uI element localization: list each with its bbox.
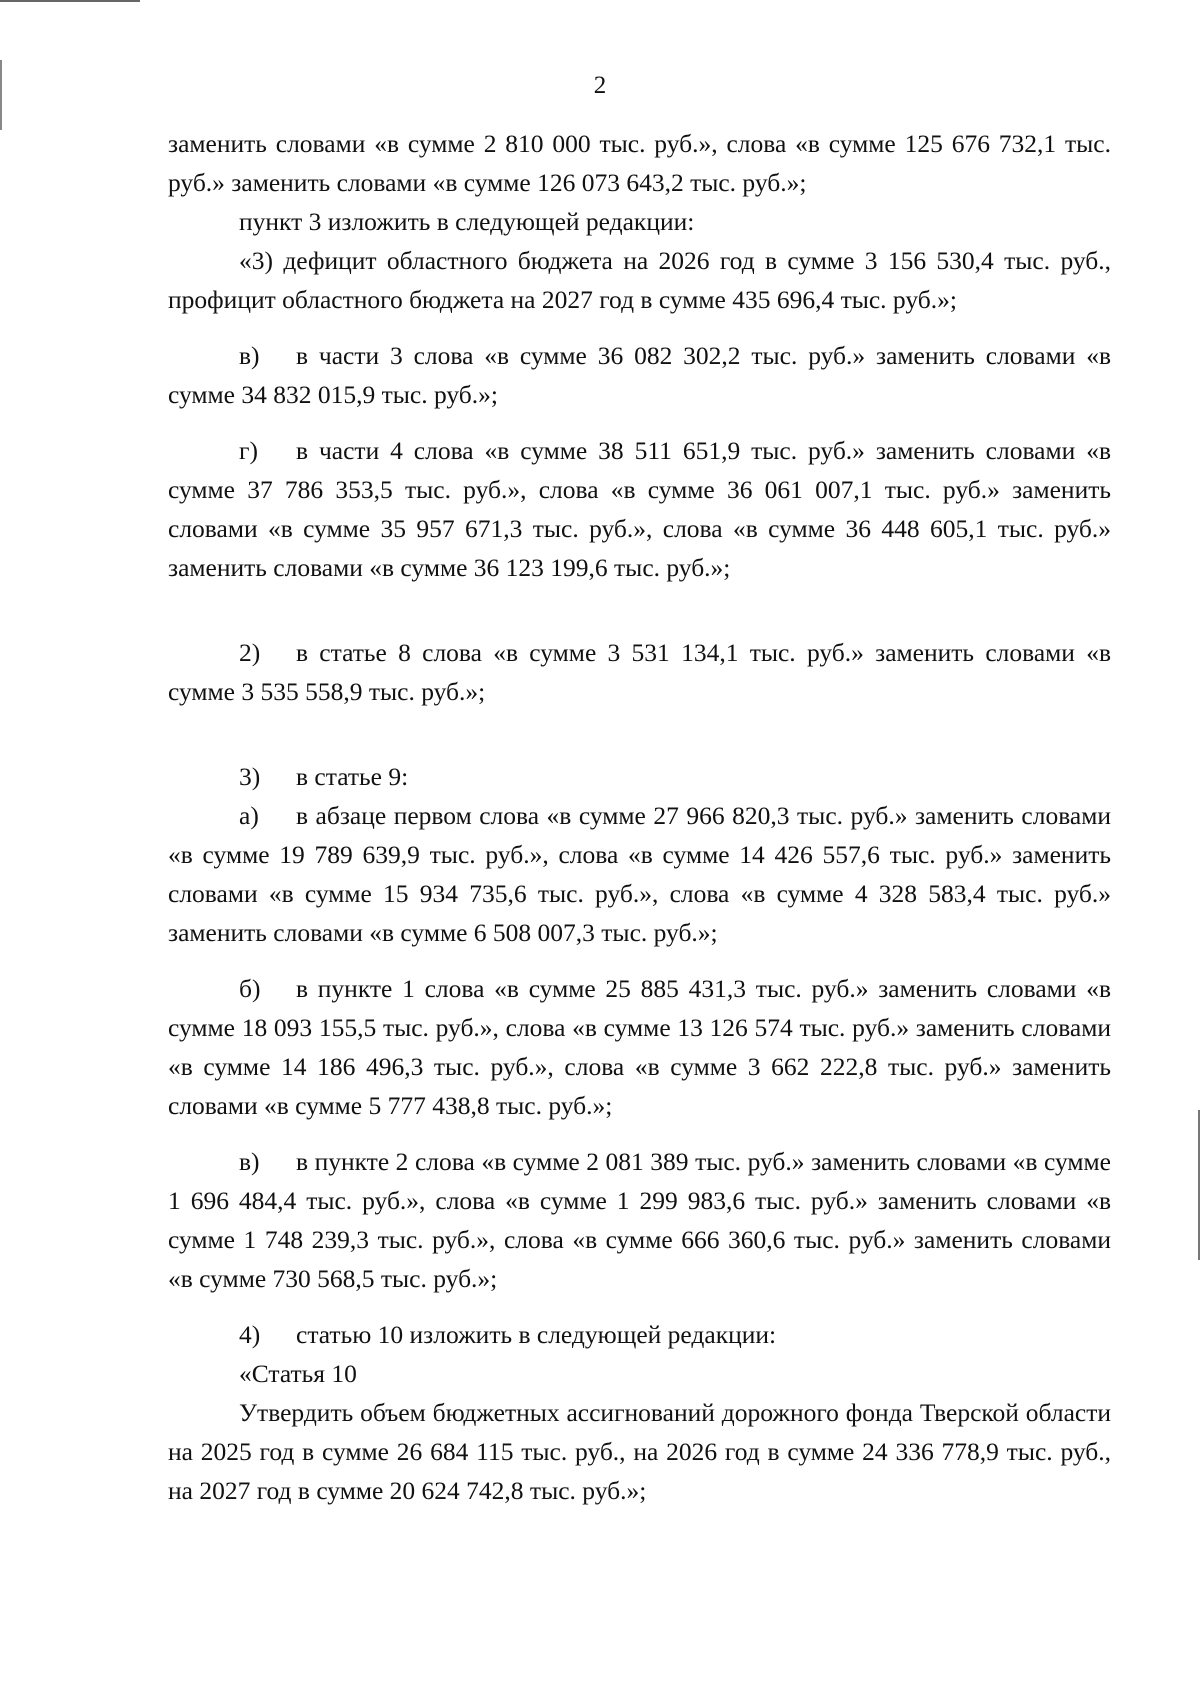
- item-number: в): [239, 1147, 260, 1176]
- item-text: в абзаце первом слова «в сумме 27 966 820,3 тыс. руб.» заменить словами «в сумме 19 789 639,9 тыс. руб.», слова «в сумме 14 426 557,6 тыс. руб.» заменить словами «в сумме 15 934 735,6 тыс. руб.», слова «в сумме 4 328 583,4 тыс. руб.» заменить словами «в сумме 6 508 007,3 тыс. руб.»;: [168, 801, 1111, 947]
- item-text: в части 3 слова «в сумме 36 082 302,2 тыс. руб.» заменить словами «в сумме 34 832 015,9 тыс. руб.»;: [168, 341, 1111, 409]
- item-text: в пункте 2 слова «в сумме 2 081 389 тыс. руб.» заменить словами «в сумме 1 696 484,4 тыс. руб.», слова «в сумме 1 299 983,6 тыс. руб.» заменить словами «в сумме 1 748 239,3 тыс. руб.», слова «в сумме 666 360,6 тыс. руб.» заменить словами «в сумме 730 568,5 тыс. руб.»;: [168, 1147, 1111, 1293]
- item-text: в части 4 слова «в сумме 38 511 651,9 тыс. руб.» заменить словами «в сумме 37 786 353,5 тыс. руб.», слова «в сумме 36 061 007,1 тыс. руб.» заменить словами «в сумме 35 957 671,3 тыс. руб.», слова «в сумме 36 448 605,1 тыс. руб.» заменить словами «в сумме 36 123 199,6 тыс. руб.»;: [168, 436, 1111, 582]
- scan-edge-mark-top: [0, 0, 140, 2]
- article-10-text: Утвердить объем бюджетных ассигнований дорожного фонда Тверской области на 2025 год в сумме 26 684 115 тыс. руб., на 2026 год в сумме 24 336 778,9 тыс. руб., на 2027 год в сумме 20 624 742,8 тыс. руб.»;: [168, 1398, 1111, 1505]
- item-number: б): [239, 974, 261, 1003]
- spacer: [168, 952, 1111, 969]
- spacer: [168, 319, 1111, 336]
- page-number: 2: [593, 72, 607, 99]
- article-10-title: «Статья 10: [239, 1359, 357, 1388]
- paragraph-item-3-text: «3) дефицит областного бюджета на 2026 год в сумме 3 156 530,4 тыс. руб., профицит областного бюджета на 2027 год в сумме 435 696,4 тыс. руб.»;: [168, 246, 1111, 314]
- paragraph-subitem-v: [168, 336, 1111, 414]
- paragraph-continuation: заменить словами «в сумме 2 810 000 тыс. руб.», слова «в сумме 125 676 732,1 тыс. руб.» заменить словами «в сумме 126 073 643,2 тыс. руб.»;: [168, 129, 1111, 197]
- item-number: 4): [239, 1320, 261, 1349]
- item-text: в статье 9:: [296, 762, 409, 791]
- item-text: в пункте 1 слова «в сумме 25 885 431,3 тыс. руб.» заменить словами «в сумме 18 093 155,5 тыс. руб.», слова «в сумме 13 126 574 тыс. руб.» заменить словами «в сумме 14 186 496,3 тыс. руб.», слова «в сумме 3 662 222,8 тыс. руб.» заменить словами «в сумме 5 777 438,8 тыс. руб.»;: [168, 974, 1111, 1120]
- spacer: [168, 414, 1111, 431]
- paragraph-item-3-heading: пункт 3 изложить в следующей редакции:: [239, 207, 695, 236]
- spacer: [168, 1125, 1111, 1142]
- paragraph-subitem-g: [168, 431, 1111, 587]
- item-number: в): [239, 341, 260, 370]
- item-number: 3): [239, 762, 261, 791]
- spacer: [168, 1298, 1111, 1315]
- document-body: [168, 124, 1111, 1510]
- paragraph-subitem-b: [168, 969, 1111, 1125]
- spacer: [168, 587, 1111, 633]
- paragraph-item-3: [168, 757, 1111, 796]
- item-text: статью 10 изложить в следующей редакции:: [296, 1320, 777, 1349]
- paragraph-item-4: [168, 1315, 1111, 1354]
- spacer: [168, 711, 1111, 757]
- paragraph-item-2: [168, 633, 1111, 711]
- paragraph-subitem-a: [168, 796, 1111, 952]
- item-number: а): [239, 801, 259, 830]
- item-number: 2): [239, 638, 261, 667]
- item-text: в статье 8 слова «в сумме 3 531 134,1 тыс. руб.» заменить словами «в сумме 3 535 558,9 тыс. руб.»;: [168, 638, 1111, 706]
- item-number: г): [239, 436, 258, 465]
- paragraph-subitem-v2: [168, 1142, 1111, 1298]
